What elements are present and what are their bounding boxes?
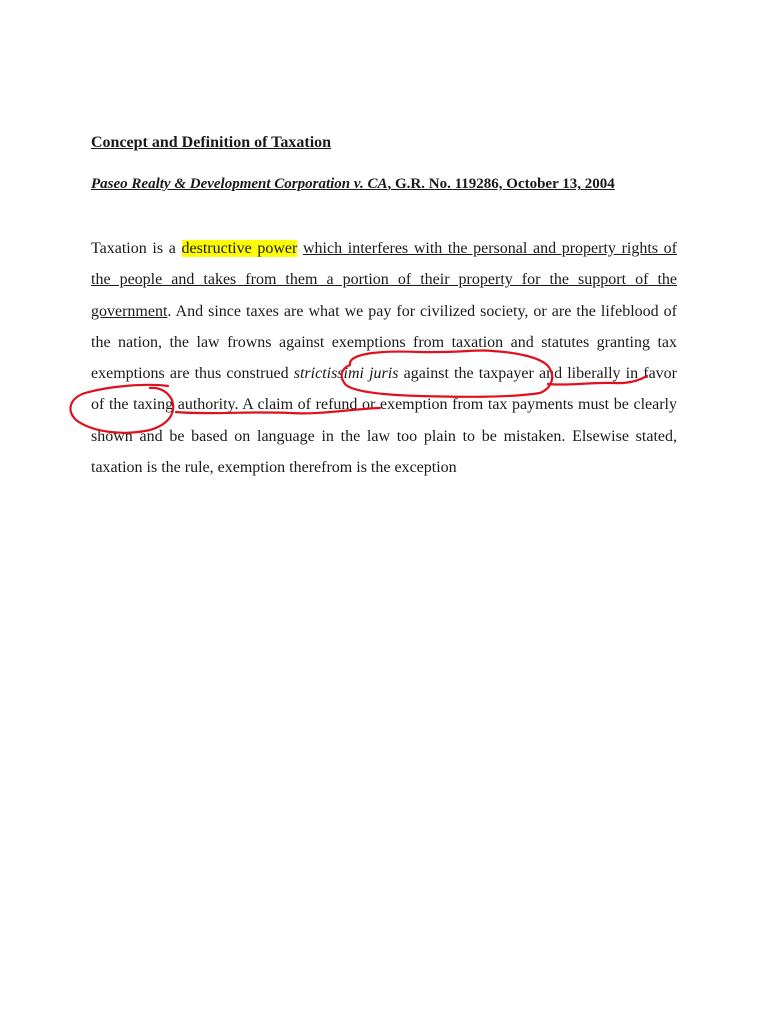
italic-latin-term: strictissimi juris xyxy=(293,365,399,383)
body-paragraph xyxy=(91,233,677,483)
underlined-phrase: which interferes with the personal and property rights of the people and takes from them a portion of their property for the support of the government xyxy=(91,240,678,320)
document-title: Concept and Definition of Taxation xyxy=(91,134,332,151)
paragraph-text-3: . And since taxes are what we pay for civilized society, or are the lifeblood of the nation, the law frowns against exemptions from taxation and statutes granting tax exemptions are thus construed xyxy=(91,302,677,383)
paragraph-text-4: against the taxpayer and liberally in favor of the taxing authority. A claim of refund or exemption from tax payments must be clearly shown and be based on language in the law too plain to be mistaken. Elsewise stated, taxation is the rule, exemption therefrom is the exception xyxy=(91,365,677,477)
highlighted-phrase: destructive power xyxy=(181,240,298,257)
case-reference: , G.R. No. 119286, October 13, 2004 xyxy=(387,176,615,192)
paragraph-text-1: Taxation is a xyxy=(91,240,182,257)
case-citation xyxy=(91,176,615,193)
case-name: Paseo Realty & Development Corporation v. CA xyxy=(91,176,388,192)
